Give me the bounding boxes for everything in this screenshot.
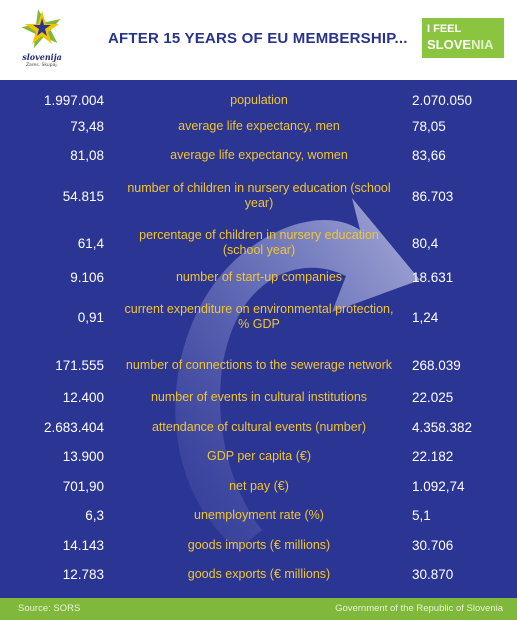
stat-row xyxy=(0,382,517,412)
value-after: 30.706 xyxy=(412,537,454,553)
value-before: 73,48 xyxy=(70,118,104,134)
page-title: AFTER 15 YEARS OF EU MEMBERSHIP... xyxy=(108,30,408,47)
value-after: 1,24 xyxy=(412,309,439,325)
indicator-label: number of children in nursery education (school year) xyxy=(127,181,391,210)
stat-row xyxy=(0,500,517,530)
i-feel-slovenia-logo xyxy=(422,18,504,58)
value-after: 4.358.382 xyxy=(412,419,473,435)
indicator-label: net pay (€) xyxy=(229,478,289,493)
indicator-label: number of connections to the sewerage network xyxy=(125,357,393,372)
value-before: 14.143 xyxy=(62,537,104,553)
value-before: 54.815 xyxy=(62,188,104,204)
header-bar xyxy=(0,0,517,80)
stat-row xyxy=(0,530,517,560)
value-after: 1.092,74 xyxy=(412,478,465,494)
value-before: 6,3 xyxy=(85,507,104,523)
brand-line-1: I FEEL xyxy=(427,23,462,35)
indicator-label: average life expectancy, women xyxy=(170,147,348,162)
stat-row xyxy=(0,412,517,442)
value-after: 22.182 xyxy=(412,448,454,464)
indicator-label: percentage of children in nursery education (school year) xyxy=(139,228,379,257)
value-after: 22.025 xyxy=(412,389,454,405)
stat-row xyxy=(0,176,517,216)
stat-row xyxy=(0,140,517,170)
indicator-label: population xyxy=(230,92,288,107)
indicator-label: number of events in cultural institutions xyxy=(150,389,368,404)
stat-row xyxy=(0,441,517,471)
indicator-label: unemployment rate (%) xyxy=(194,507,324,522)
stat-row xyxy=(0,345,517,385)
value-before: 13.900 xyxy=(62,448,104,464)
value-after: 86.703 xyxy=(412,188,454,204)
indicator-label: GDP per capita (€) xyxy=(207,448,311,463)
value-after: 78,05 xyxy=(412,118,446,134)
source-note: Source: SORS xyxy=(18,603,81,614)
brand-line-2-a: SLOVE xyxy=(427,37,472,52)
indicator-label: current expenditure on environmental protection, % GDP xyxy=(124,302,394,331)
value-after: 5,1 xyxy=(412,507,431,523)
stat-row xyxy=(0,298,517,336)
value-after: 83,66 xyxy=(412,147,446,163)
brand-line-2-b: NIA xyxy=(471,37,494,52)
indicator-label: average life expectancy, men xyxy=(178,118,340,133)
stat-row xyxy=(0,559,517,589)
value-before: 61,4 xyxy=(77,235,104,251)
indicator-label: goods exports (€ millions) xyxy=(187,566,331,581)
stat-row xyxy=(0,111,517,141)
value-before: 81,08 xyxy=(70,147,104,163)
stat-row xyxy=(0,262,517,292)
value-before: 701,90 xyxy=(62,478,104,494)
value-after: 30.870 xyxy=(412,566,454,582)
logo-wordmark: slovenija xyxy=(22,52,62,62)
slovenia-logo xyxy=(12,6,72,74)
government-credit: Government of the Republic of Slovenia xyxy=(335,603,503,614)
value-before: 12.783 xyxy=(62,566,104,582)
value-before: 9.106 xyxy=(70,269,104,285)
value-after: 18.631 xyxy=(412,269,454,285)
value-after: 268.039 xyxy=(412,357,461,373)
star-icon xyxy=(12,6,72,52)
stat-row xyxy=(0,222,517,264)
value-before: 171.555 xyxy=(55,357,104,373)
value-before: 1.997.004 xyxy=(43,92,104,108)
brand-line-2 xyxy=(427,37,493,52)
value-before: 0,91 xyxy=(77,309,104,325)
stat-row xyxy=(0,471,517,501)
footer-bar xyxy=(0,598,517,620)
indicator-label: attendance of cultural events (number) xyxy=(151,419,366,434)
value-after: 80,4 xyxy=(412,235,439,251)
indicator-label: number of start-up companies xyxy=(175,269,343,284)
indicator-label: goods imports (€ millions) xyxy=(187,537,331,552)
value-before: 12.400 xyxy=(62,389,104,405)
logo-tagline: Zares. Skupaj. xyxy=(25,63,59,68)
value-before: 2.683.404 xyxy=(43,419,104,435)
value-after: 2.070.050 xyxy=(412,92,473,108)
